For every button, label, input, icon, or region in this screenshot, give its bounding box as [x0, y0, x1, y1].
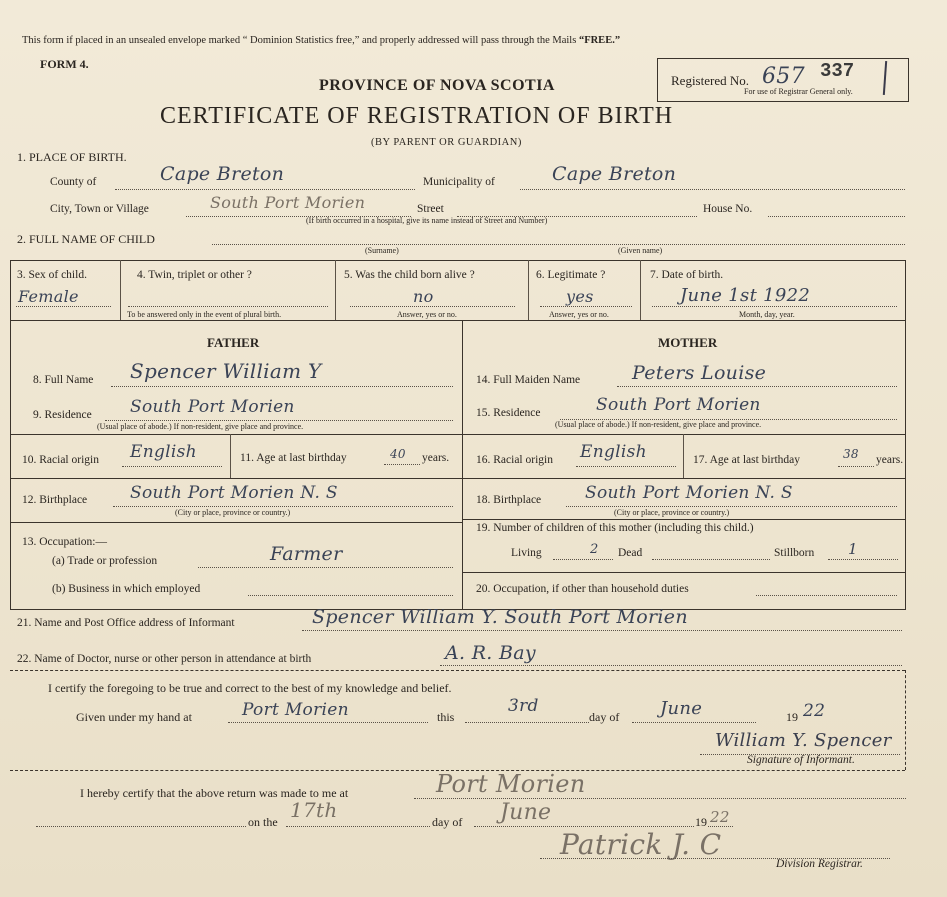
father-trade-label: (a) Trade or profession [52, 555, 158, 567]
legitimate-value: yes [566, 287, 594, 306]
mail-notice: This form if placed in an unsealed envelope marked “ Dominion Statistics free,” and properly addressed will pass through the Mails “FREE.” [22, 35, 621, 46]
alive-label: 5. Was the child born alive ? [344, 269, 475, 281]
given-year-value: 22 [803, 701, 826, 721]
place-heading: 1. PLACE OF BIRTH. [17, 150, 127, 164]
registrar-day-of-label: day of [432, 815, 463, 829]
registered-note: For use of Registrar General only. [744, 87, 853, 96]
mother-name-label: 14. Full Maiden Name [476, 374, 581, 386]
registered-handwritten: 657 [762, 64, 805, 89]
birth-date-caption: Month, day, year. [739, 310, 795, 319]
informant-label: 21. Name and Post Office address of Informant [17, 617, 235, 629]
stillborn-label: Stillborn [774, 547, 815, 559]
registrar-signature: Patrick J. C [560, 828, 722, 861]
free-label: “FREE.” [578, 35, 621, 46]
father-birthplace-caption: (City or place, province or country.) [175, 508, 291, 517]
father-business-label: (b) Business in which employed [52, 583, 201, 595]
county-label: County of [50, 176, 97, 188]
living-value: 2 [590, 542, 599, 557]
father-age-value: 40 [390, 447, 406, 461]
doctor-value: A. R. Bay [445, 642, 536, 664]
sex-label: 3. Sex of child. [17, 269, 87, 281]
father-birthplace-label: 12. Birthplace [22, 494, 88, 506]
mother-residence-value: South Port Morien [596, 395, 761, 415]
legitimate-caption: Answer, yes or no. [549, 310, 609, 319]
father-racial-label: 10. Racial origin [22, 454, 99, 466]
living-label: Living [511, 547, 542, 559]
city-value: South Port Morien [210, 193, 366, 212]
informant-value: Spencer William Y. South Port Morien [312, 606, 688, 628]
registrar-place-value: Port Morien [436, 770, 586, 798]
father-trade-value: Farmer [270, 543, 343, 565]
mother-occupation-label: 20. Occupation, if other than household duties [476, 583, 689, 595]
mother-racial-label: 16. Racial origin [476, 454, 553, 466]
registered-stamp: 337 [820, 60, 855, 82]
mother-name-value: Peters Louise [632, 362, 767, 384]
registrar-caption: Division Registrar. [776, 858, 863, 870]
form-number: FORM 4. [40, 57, 89, 71]
given-name-caption: (Given name) [618, 246, 663, 255]
father-residence-value: South Port Morien [130, 397, 295, 417]
father-birthplace-value: South Port Morien N. S [130, 483, 338, 503]
mother-birthplace-caption: (City or place, province or country.) [614, 508, 730, 517]
province-heading: PROVINCE OF NOVA SCOTIA [319, 77, 555, 94]
stillborn-value: 1 [848, 540, 858, 558]
municipality-value: Cape Breton [552, 163, 677, 185]
hospital-note: (If birth occurred in a hospital, give its name instead of Street and Number) [306, 216, 548, 225]
mother-residence-label: 15. Residence [476, 407, 541, 419]
given-place-value: Port Morien [242, 700, 349, 720]
this-label: this [437, 710, 455, 724]
municipality-label: Municipality of [423, 176, 495, 188]
mother-age-value: 38 [843, 447, 859, 461]
given-day-value: 3rd [508, 696, 539, 716]
mother-years: years. [876, 454, 904, 466]
sex-value: Female [18, 287, 79, 306]
certify-statement: I certify the foregoing to be true and correct to the best of my knowledge and belief. [48, 681, 452, 695]
informant-signature: William Y. Spencer [715, 730, 892, 751]
dead-label: Dead [618, 547, 643, 559]
given-year-prefix: 19 [786, 710, 798, 724]
mother-children-label: 19. Number of children of this mother (including this child.) [476, 522, 754, 534]
day-of-label: day of [589, 710, 620, 724]
doctor-label: 22. Name of Doctor, nurse or other person in attendance at birth [17, 653, 312, 665]
mother-residence-caption: (Usual place of abode.) If non-resident, give place and province. [555, 420, 762, 429]
registered-label: Registered No. [671, 73, 749, 88]
father-residence-caption: (Usual place of abode.) If non-resident, give place and province. [97, 422, 304, 431]
father-name-value: Spencer William Y [130, 359, 322, 383]
father-occupation-label: 13. Occupation:— [22, 536, 107, 548]
father-heading: FATHER [207, 335, 260, 350]
surname-caption: (Surname) [365, 246, 399, 255]
mother-birthplace-value: South Port Morien N. S [585, 483, 793, 503]
mother-age-label: 17. Age at last birthday [693, 454, 800, 466]
given-month-value: June [660, 698, 703, 719]
house-label: House No. [703, 203, 753, 215]
father-residence-label: 9. Residence [33, 409, 92, 421]
legitimate-label: 6. Legitimate ? [536, 269, 606, 281]
registrar-year-prefix: 19 [695, 815, 707, 829]
street-label: Street [417, 203, 444, 215]
page-subtitle: (BY PARENT OR GUARDIAN) [371, 137, 522, 148]
registrar-month-value: June [500, 800, 552, 825]
mother-birthplace-label: 18. Birthplace [476, 494, 542, 506]
father-age-label: 11. Age at last birthday [240, 452, 347, 464]
page-title: CERTIFICATE OF REGISTRATION OF BIRTH [160, 103, 674, 129]
birth-date-label: 7. Date of birth. [650, 269, 724, 281]
father-racial-value: English [130, 442, 197, 462]
child-name-heading: 2. FULL NAME OF CHILD [17, 232, 155, 246]
alive-value: no [413, 287, 434, 306]
twin-note: To be answered only in the event of plural birth. [127, 310, 282, 319]
registrar-statement: I hereby certify that the above return was made to me at [80, 786, 349, 800]
father-name-label: 8. Full Name [33, 374, 94, 386]
registrar-year-value: 22 [710, 808, 730, 826]
twin-label: 4. Twin, triplet or other ? [137, 269, 252, 281]
given-label: Given under my hand at [76, 710, 192, 724]
on-the-label: on the [248, 815, 278, 829]
registrar-day-value: 17th [290, 798, 338, 822]
birth-date-value: June 1st 1922 [680, 285, 811, 306]
county-value: Cape Breton [160, 163, 285, 185]
city-label: City, Town or Village [50, 203, 149, 215]
informant-signature-caption: Signature of Informant. [747, 754, 855, 766]
mother-heading: MOTHER [658, 335, 718, 350]
alive-caption: Answer, yes or no. [397, 310, 457, 319]
mother-racial-value: English [580, 442, 647, 462]
father-years: years. [422, 452, 450, 464]
